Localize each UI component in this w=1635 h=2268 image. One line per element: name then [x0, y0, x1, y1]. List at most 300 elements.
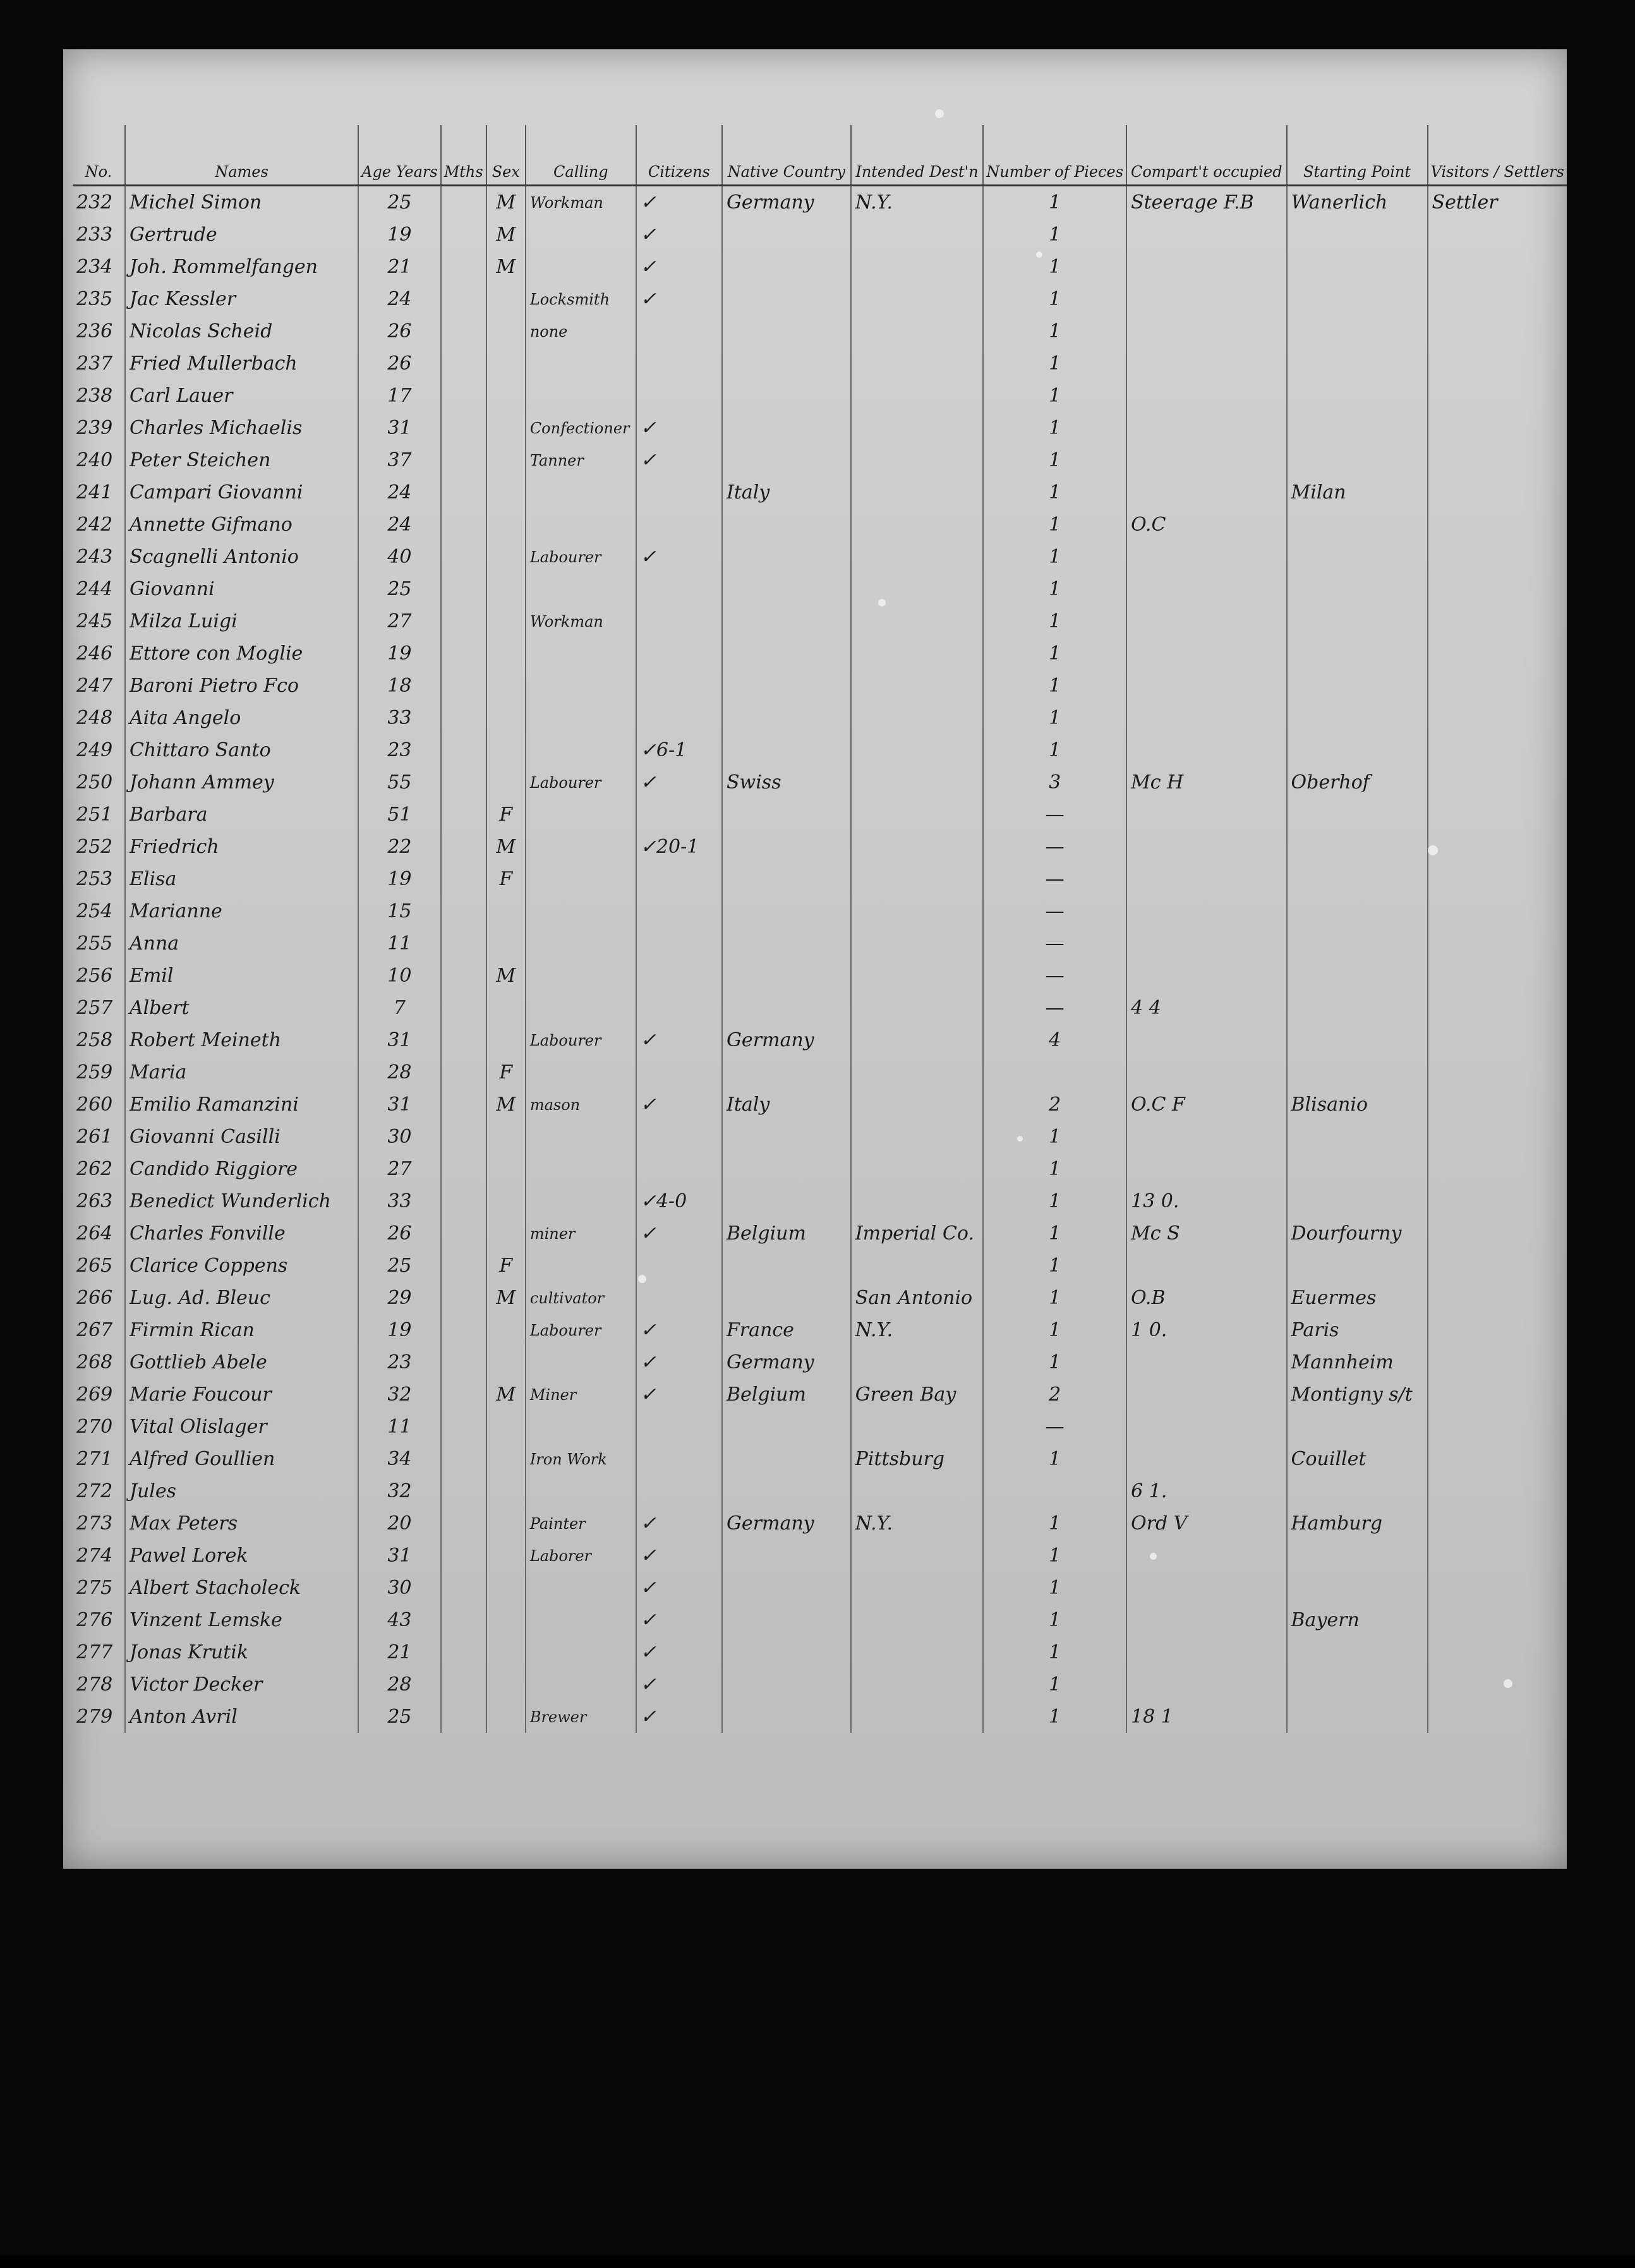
cell-native-country — [722, 1411, 851, 1443]
cell-calling — [526, 927, 636, 960]
cell-age: 28 — [358, 1668, 441, 1701]
cell-destination — [851, 1089, 984, 1121]
cell-sex — [486, 670, 526, 702]
cell-citizens: ✓ — [636, 1701, 722, 1733]
cell-name: Robert Meineth — [125, 1024, 358, 1056]
cell-calling: Labourer — [526, 766, 636, 799]
cell-native-country — [722, 283, 851, 315]
col-header-visitors-settlers: Visitors / Settlers — [1428, 125, 1567, 186]
cell-name: Victor Decker — [125, 1668, 358, 1701]
cell-starting-point — [1287, 347, 1428, 380]
cell-name: Scagnelli Antonio — [125, 541, 358, 573]
cell-native-country — [722, 1475, 851, 1507]
cell-compartment — [1126, 1346, 1286, 1378]
cell-months — [441, 283, 486, 315]
cell-visitor-settler — [1428, 1540, 1567, 1572]
cell-name: Jonas Krutik — [125, 1636, 358, 1668]
cell-number: 241 — [76, 481, 113, 504]
cell-number: 252 — [76, 836, 113, 858]
cell-visitor-settler — [1428, 509, 1567, 541]
cell-starting-point — [1287, 315, 1428, 347]
cell-native-country — [722, 509, 851, 541]
cell-compartment — [1126, 1121, 1286, 1153]
cell-months — [441, 702, 486, 734]
table-row — [73, 1507, 1567, 1540]
cell-sex — [486, 992, 526, 1024]
cell-visitor-settler — [1428, 1411, 1567, 1443]
cell-pieces: 1 — [983, 1282, 1126, 1314]
cell-name: Fried Mullerbach — [125, 347, 358, 380]
cell-calling — [526, 1411, 636, 1443]
cell-pieces: — — [983, 831, 1126, 863]
cell-compartment — [1126, 573, 1286, 605]
cell-native-country — [722, 605, 851, 637]
cell-age: 27 — [358, 1153, 441, 1185]
cell-citizens: ✓ — [636, 1314, 722, 1346]
cell-starting-point — [1287, 831, 1428, 863]
cell-starting-point — [1287, 219, 1428, 251]
cell-citizens: ✓ — [636, 412, 722, 444]
cell-age: 31 — [358, 412, 441, 444]
cell-number: 264 — [76, 1222, 113, 1245]
film-edge — [0, 2255, 1635, 2268]
cell-pieces: 2 — [983, 1089, 1126, 1121]
cell-age: 26 — [358, 347, 441, 380]
cell-age: 19 — [358, 637, 441, 670]
cell-citizens — [636, 637, 722, 670]
cell-pieces: 2 — [983, 1378, 1126, 1411]
cell-calling: Brewer — [526, 1701, 636, 1733]
cell-sex: F — [486, 863, 526, 895]
cell-months — [441, 637, 486, 670]
cell-citizens: ✓ — [636, 444, 722, 476]
table-row — [73, 1217, 1567, 1250]
cell-citizens: ✓ — [636, 1024, 722, 1056]
cell-citizens — [636, 605, 722, 637]
cell-native-country: Swiss — [722, 766, 851, 799]
cell-sex — [486, 1411, 526, 1443]
cell-name: Giovanni — [125, 573, 358, 605]
cell-number: 262 — [76, 1158, 113, 1180]
cell-calling — [526, 1056, 636, 1089]
cell-citizens — [636, 509, 722, 541]
cell-months — [441, 476, 486, 509]
cell-months — [441, 1250, 486, 1282]
cell-calling — [526, 1604, 636, 1636]
cell-native-country — [722, 895, 851, 927]
cell-pieces: 1 — [983, 1507, 1126, 1540]
cell-compartment — [1126, 219, 1286, 251]
cell-calling: Confectioner — [526, 412, 636, 444]
cell-starting-point — [1287, 670, 1428, 702]
cell-native-country — [722, 444, 851, 476]
cell-sex — [486, 315, 526, 347]
cell-starting-point: Paris — [1287, 1314, 1428, 1346]
cell-destination: N.Y. — [851, 1507, 984, 1540]
table-row — [73, 992, 1567, 1024]
cell-starting-point — [1287, 960, 1428, 992]
cell-visitor-settler — [1428, 1443, 1567, 1475]
cell-visitor-settler — [1428, 219, 1567, 251]
cell-compartment: O.C F — [1126, 1089, 1286, 1121]
cell-destination — [851, 347, 984, 380]
cell-visitor-settler — [1428, 702, 1567, 734]
col-header-sex: Sex — [486, 125, 526, 186]
cell-native-country: Germany — [722, 186, 851, 219]
cell-destination — [851, 541, 984, 573]
film-speck — [1036, 251, 1042, 258]
col-header-no: No. — [73, 125, 125, 186]
table-row — [73, 734, 1567, 766]
cell-citizens — [636, 315, 722, 347]
cell-name: Milza Luigi — [125, 605, 358, 637]
cell-calling — [526, 799, 636, 831]
cell-native-country — [722, 1121, 851, 1153]
cell-citizens — [636, 670, 722, 702]
cell-citizens — [636, 895, 722, 927]
col-header-pieces: Number of Pieces — [983, 125, 1126, 186]
table-row — [73, 1572, 1567, 1604]
cell-destination — [851, 412, 984, 444]
cell-native-country — [722, 573, 851, 605]
cell-pieces: 1 — [983, 1250, 1126, 1282]
cell-calling — [526, 573, 636, 605]
cell-sex: M — [486, 960, 526, 992]
cell-native-country — [722, 863, 851, 895]
cell-months — [441, 670, 486, 702]
cell-name: Maria — [125, 1056, 358, 1089]
cell-age: 10 — [358, 960, 441, 992]
cell-compartment — [1126, 895, 1286, 927]
cell-compartment: O.B — [1126, 1282, 1286, 1314]
cell-name: Joh. Rommelfangen — [125, 251, 358, 283]
cell-visitor-settler — [1428, 1604, 1567, 1636]
cell-destination — [851, 637, 984, 670]
cell-number: 253 — [76, 868, 113, 890]
header-row — [73, 125, 1567, 186]
cell-number: 278 — [76, 1674, 113, 1696]
cell-visitor-settler — [1428, 1572, 1567, 1604]
cell-native-country — [722, 1701, 851, 1733]
table-row — [73, 219, 1567, 251]
cell-starting-point — [1287, 1475, 1428, 1507]
cell-months — [441, 1572, 486, 1604]
cell-sex — [486, 1701, 526, 1733]
cell-number: 275 — [76, 1577, 113, 1599]
film-speck — [638, 1275, 646, 1283]
cell-months — [441, 1668, 486, 1701]
cell-name: Pawel Lorek — [125, 1540, 358, 1572]
cell-sex — [486, 1024, 526, 1056]
cell-months — [441, 1604, 486, 1636]
cell-calling — [526, 670, 636, 702]
cell-compartment — [1126, 1636, 1286, 1668]
cell-visitor-settler — [1428, 734, 1567, 766]
cell-pieces: 1 — [983, 283, 1126, 315]
cell-number: 279 — [76, 1706, 113, 1728]
cell-number: 256 — [76, 965, 113, 987]
cell-age: 28 — [358, 1056, 441, 1089]
cell-name: Michel Simon — [125, 186, 358, 219]
cell-pieces: 1 — [983, 509, 1126, 541]
cell-number: 263 — [76, 1190, 113, 1212]
cell-number: 235 — [76, 288, 113, 310]
cell-pieces: — — [983, 960, 1126, 992]
film-speck — [1428, 845, 1438, 855]
cell-months — [441, 1411, 486, 1443]
cell-calling — [526, 251, 636, 283]
cell-visitor-settler — [1428, 927, 1567, 960]
cell-pieces: 4 — [983, 1024, 1126, 1056]
cell-citizens — [636, 1153, 722, 1185]
cell-visitor-settler — [1428, 380, 1567, 412]
table-row — [73, 1378, 1567, 1411]
table-row — [73, 283, 1567, 315]
cell-sex: F — [486, 1250, 526, 1282]
cell-name: Emilio Ramanzini — [125, 1089, 358, 1121]
cell-native-country — [722, 1282, 851, 1314]
cell-pieces: 1 — [983, 444, 1126, 476]
cell-months — [441, 509, 486, 541]
cell-age: 15 — [358, 895, 441, 927]
cell-sex — [486, 412, 526, 444]
cell-starting-point — [1287, 734, 1428, 766]
cell-pieces: 1 — [983, 541, 1126, 573]
cell-number: 277 — [76, 1641, 113, 1663]
cell-months — [441, 1185, 486, 1217]
cell-visitor-settler — [1428, 1250, 1567, 1282]
cell-compartment — [1126, 605, 1286, 637]
cell-calling — [526, 1572, 636, 1604]
cell-sex: F — [486, 799, 526, 831]
col-header-compartment: Compart't occupied — [1126, 125, 1286, 186]
cell-destination — [851, 1636, 984, 1668]
table-row — [73, 1443, 1567, 1475]
cell-calling — [526, 509, 636, 541]
cell-age: 22 — [358, 831, 441, 863]
cell-destination — [851, 895, 984, 927]
cell-citizens: ✓4-0 — [636, 1185, 722, 1217]
cell-visitor-settler — [1428, 637, 1567, 670]
cell-months — [441, 895, 486, 927]
cell-native-country — [722, 799, 851, 831]
cell-destination — [851, 1121, 984, 1153]
cell-name: Ettore con Moglie — [125, 637, 358, 670]
cell-compartment — [1126, 1411, 1286, 1443]
cell-compartment — [1126, 1668, 1286, 1701]
cell-starting-point: Blisanio — [1287, 1089, 1428, 1121]
cell-name: Carl Lauer — [125, 380, 358, 412]
cell-citizens: ✓ — [636, 283, 722, 315]
cell-compartment: O.C — [1126, 509, 1286, 541]
cell-destination — [851, 1056, 984, 1089]
cell-age: 24 — [358, 509, 441, 541]
cell-visitor-settler — [1428, 1346, 1567, 1378]
cell-visitor-settler — [1428, 992, 1567, 1024]
cell-number: 258 — [76, 1029, 113, 1051]
cell-citizens: ✓ — [636, 1540, 722, 1572]
cell-visitor-settler — [1428, 251, 1567, 283]
cell-sex — [486, 283, 526, 315]
cell-starting-point — [1287, 1153, 1428, 1185]
table-row — [73, 380, 1567, 412]
cell-pieces: 1 — [983, 412, 1126, 444]
cell-pieces: 1 — [983, 1636, 1126, 1668]
cell-visitor-settler — [1428, 1217, 1567, 1250]
cell-calling — [526, 1185, 636, 1217]
cell-name: Campari Giovanni — [125, 476, 358, 509]
cell-name: Friedrich — [125, 831, 358, 863]
cell-citizens — [636, 1443, 722, 1475]
cell-visitor-settler — [1428, 1121, 1567, 1153]
cell-compartment — [1126, 251, 1286, 283]
cell-native-country — [722, 1636, 851, 1668]
cell-number: 276 — [76, 1609, 113, 1631]
cell-citizens: ✓ — [636, 1217, 722, 1250]
cell-destination — [851, 1346, 984, 1378]
table-row — [73, 1540, 1567, 1572]
cell-destination: Green Bay — [851, 1378, 984, 1411]
cell-pieces: 1 — [983, 219, 1126, 251]
cell-starting-point: Wanerlich — [1287, 186, 1428, 219]
cell-visitor-settler — [1428, 1507, 1567, 1540]
cell-destination — [851, 1604, 984, 1636]
cell-native-country — [722, 1540, 851, 1572]
table-row — [73, 1089, 1567, 1121]
cell-native-country: Germany — [722, 1024, 851, 1056]
cell-starting-point: Oberhof — [1287, 766, 1428, 799]
cell-visitor-settler — [1428, 476, 1567, 509]
cell-age: 20 — [358, 1507, 441, 1540]
col-header-citizens: Citizens — [636, 125, 722, 186]
cell-starting-point — [1287, 380, 1428, 412]
cell-visitor-settler — [1428, 766, 1567, 799]
cell-starting-point — [1287, 895, 1428, 927]
cell-citizens: ✓6-1 — [636, 734, 722, 766]
cell-destination — [851, 863, 984, 895]
cell-citizens — [636, 1056, 722, 1089]
cell-name: Alfred Goullien — [125, 1443, 358, 1475]
cell-months — [441, 380, 486, 412]
cell-calling: Locksmith — [526, 283, 636, 315]
cell-sex — [486, 1636, 526, 1668]
cell-compartment — [1126, 476, 1286, 509]
cell-visitor-settler — [1428, 1701, 1567, 1733]
cell-native-country: France — [722, 1314, 851, 1346]
cell-months — [441, 251, 486, 283]
cell-native-country — [722, 702, 851, 734]
cell-name: Lug. Ad. Bleuc — [125, 1282, 358, 1314]
cell-native-country — [722, 1572, 851, 1604]
cell-age: 21 — [358, 1636, 441, 1668]
cell-age: 7 — [358, 992, 441, 1024]
cell-pieces: 1 — [983, 380, 1126, 412]
cell-destination: N.Y. — [851, 1314, 984, 1346]
cell-number: 238 — [76, 385, 113, 407]
cell-months — [441, 1217, 486, 1250]
cell-months — [441, 960, 486, 992]
table-row — [73, 412, 1567, 444]
cell-sex: M — [486, 1282, 526, 1314]
cell-age: 29 — [358, 1282, 441, 1314]
cell-starting-point: Milan — [1287, 476, 1428, 509]
cell-calling: Labourer — [526, 1314, 636, 1346]
cell-sex — [486, 476, 526, 509]
table-row — [73, 1250, 1567, 1282]
cell-citizens — [636, 380, 722, 412]
cell-months — [441, 799, 486, 831]
cell-starting-point: Bayern — [1287, 1604, 1428, 1636]
cell-months — [441, 605, 486, 637]
cell-destination: Pittsburg — [851, 1443, 984, 1475]
cell-age: 31 — [358, 1540, 441, 1572]
cell-number: 273 — [76, 1512, 113, 1535]
cell-pieces: 1 — [983, 476, 1126, 509]
cell-number: 243 — [76, 546, 113, 568]
cell-number: 266 — [76, 1287, 113, 1309]
cell-citizens — [636, 1282, 722, 1314]
cell-starting-point — [1287, 1572, 1428, 1604]
cell-citizens: ✓ — [636, 219, 722, 251]
cell-calling: Workman — [526, 186, 636, 219]
cell-calling — [526, 1250, 636, 1282]
cell-months — [441, 1024, 486, 1056]
cell-native-country — [722, 992, 851, 1024]
table-row — [73, 1701, 1567, 1733]
cell-name: Giovanni Casilli — [125, 1121, 358, 1153]
cell-compartment — [1126, 1604, 1286, 1636]
cell-compartment: Mc H — [1126, 766, 1286, 799]
cell-visitor-settler — [1428, 412, 1567, 444]
table-row — [73, 1668, 1567, 1701]
cell-starting-point — [1287, 1056, 1428, 1089]
cell-visitor-settler — [1428, 541, 1567, 573]
col-header-months: Mths — [441, 125, 486, 186]
cell-name: Clarice Coppens — [125, 1250, 358, 1282]
cell-citizens — [636, 1475, 722, 1507]
cell-sex — [486, 1314, 526, 1346]
table-row — [73, 1314, 1567, 1346]
cell-native-country — [722, 541, 851, 573]
cell-native-country — [722, 412, 851, 444]
table-row — [73, 1636, 1567, 1668]
cell-destination — [851, 251, 984, 283]
cell-calling — [526, 1668, 636, 1701]
cell-visitor-settler — [1428, 1636, 1567, 1668]
table-row — [73, 637, 1567, 670]
cell-native-country — [722, 1153, 851, 1185]
cell-sex — [486, 1217, 526, 1250]
cell-age: 23 — [358, 1346, 441, 1378]
cell-sex — [486, 1604, 526, 1636]
cell-compartment — [1126, 927, 1286, 960]
cell-citizens — [636, 992, 722, 1024]
cell-starting-point — [1287, 283, 1428, 315]
cell-compartment: 6 1. — [1126, 1475, 1286, 1507]
cell-months — [441, 1153, 486, 1185]
film-speck — [878, 599, 886, 606]
cell-name: Chittaro Santo — [125, 734, 358, 766]
cell-citizens — [636, 1121, 722, 1153]
cell-compartment: 4 4 — [1126, 992, 1286, 1024]
cell-native-country — [722, 1056, 851, 1089]
cell-age: 31 — [358, 1089, 441, 1121]
cell-destination — [851, 766, 984, 799]
cell-visitor-settler — [1428, 315, 1567, 347]
cell-age: 26 — [358, 315, 441, 347]
cell-destination — [851, 573, 984, 605]
cell-citizens: ✓ — [636, 1604, 722, 1636]
